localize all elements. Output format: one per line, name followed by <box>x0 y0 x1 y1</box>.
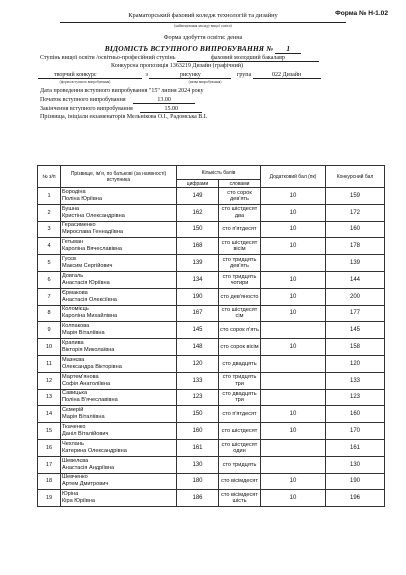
header-digits: цифрами <box>177 180 219 188</box>
score-digits: 123 <box>177 389 219 406</box>
table-row <box>38 204 385 221</box>
row-number: 15 <box>38 423 61 440</box>
extra-points: 10 <box>261 204 326 221</box>
exam-subject: рисунку <box>149 72 231 79</box>
exam-subject-caption: (назва випробування) <box>188 80 222 84</box>
applicant-name: Сємерій Марія Віталіївна <box>61 406 177 423</box>
applicant-name: Бородіна Поліна Юріївна <box>61 188 177 205</box>
end-value: 15.00 <box>140 106 202 113</box>
applicant-name: Ткаченко Даніл Віталійович <box>61 423 177 440</box>
applicant-name: Єрмакова Анастасія Олексіївна <box>61 288 177 305</box>
college-caption: (найменування закладу вищої освіти) <box>174 24 232 28</box>
applicant-name: Юріна Кіра Юріївна <box>61 490 177 507</box>
applicant-name: Мартем'янова Софія Анатоліївна <box>61 372 177 389</box>
score-digits: 149 <box>177 188 219 205</box>
score-words: сто вісімдесят шість <box>219 490 261 507</box>
row-number: 16 <box>38 439 61 456</box>
total-score: 190 <box>326 473 385 490</box>
score-words: сто тридцять дев'ять <box>219 255 261 272</box>
table-row <box>38 389 385 406</box>
score-words: сто шістдесят <box>219 423 261 440</box>
table-row <box>38 490 385 507</box>
total-score: 159 <box>326 188 385 205</box>
score-digits: 180 <box>177 473 219 490</box>
score-digits: 186 <box>177 490 219 507</box>
extra-points <box>261 439 326 456</box>
applicant-name: Бушна Кристіна Олександрівна <box>61 204 177 221</box>
header-name: Прізвище, ім'я, по батькові (за наявності) вступника <box>61 166 177 188</box>
table-row <box>38 271 385 288</box>
score-words: сто вісімдесят <box>219 473 261 490</box>
start-label: Початок вступного випробування <box>40 97 126 103</box>
table-row <box>38 423 385 440</box>
applicant-name: Чехлань Катерина Олександрівна <box>61 439 177 456</box>
score-words: сто сорок дев'ять <box>219 188 261 205</box>
total-score: 160 <box>326 406 385 423</box>
score-words: сто двадцять три <box>219 389 261 406</box>
college-underline <box>60 22 346 23</box>
row-number: 4 <box>38 238 61 255</box>
table-row <box>38 355 385 372</box>
extra-points: 10 <box>261 188 326 205</box>
extra-points <box>261 322 326 339</box>
applicant-name: Гусєв Максим Сергійович <box>61 255 177 272</box>
extra-points: 10 <box>261 271 326 288</box>
extra-points: 10 <box>261 473 326 490</box>
exam-form-caption: (форма вступного випробування) <box>59 80 111 84</box>
row-number: 5 <box>38 255 61 272</box>
score-words: сто тридцять три <box>219 372 261 389</box>
exam-line <box>38 72 321 79</box>
applicant-name: Довгаль Анастасія Юріївна <box>61 271 177 288</box>
extra-points <box>261 456 326 473</box>
table-row <box>38 372 385 389</box>
college-name: Краматорський фаховий коледж технологій та дизайну <box>128 12 278 19</box>
extra-points: 10 <box>261 406 326 423</box>
extra-points: 10 <box>261 305 326 322</box>
extra-points <box>261 355 326 372</box>
total-score: 178 <box>326 238 385 255</box>
row-number: 14 <box>38 406 61 423</box>
total-score: 200 <box>326 288 385 305</box>
total-score: 161 <box>326 439 385 456</box>
end-label: Закінчення вступного випробування <box>40 106 133 112</box>
applicant-name: Колпакова Марія Віталіївна <box>61 322 177 339</box>
score-digits: 120 <box>177 355 219 372</box>
score-digits: 145 <box>177 322 219 339</box>
table-row <box>38 255 385 272</box>
score-words: сто сорок вісім <box>219 339 261 356</box>
table-row <box>38 188 385 205</box>
score-digits: 167 <box>177 305 219 322</box>
row-number: 11 <box>38 355 61 372</box>
row-number: 12 <box>38 372 61 389</box>
extra-points: 10 <box>261 339 326 356</box>
score-words: сто шістдесят один <box>219 439 261 456</box>
score-words: сто двадцять <box>219 355 261 372</box>
total-score: 130 <box>326 456 385 473</box>
applicant-name: Крапива Вікторія Миколаївна <box>61 339 177 356</box>
row-number: 2 <box>38 204 61 221</box>
table-row <box>38 456 385 473</box>
applicant-name: Коломієць Кароліна Михайлівна <box>61 305 177 322</box>
score-words: сто тридцять <box>219 456 261 473</box>
score-digits: 148 <box>177 339 219 356</box>
row-number: 19 <box>38 490 61 507</box>
score-digits: 168 <box>177 238 219 255</box>
education-form: Форма здобуття освіти: денна <box>163 34 243 41</box>
total-score: 144 <box>326 271 385 288</box>
degree-label: Ступінь вищої освіти /освітньо-професійний ступінь <box>40 55 176 61</box>
total-score: 160 <box>326 221 385 238</box>
table-row <box>38 221 385 238</box>
total-score: 196 <box>326 490 385 507</box>
exam-date: Дата проведення вступного випробування "15" липня 2024 року <box>40 88 204 94</box>
total-score: 172 <box>326 204 385 221</box>
start-value: 13.00 <box>133 97 195 104</box>
applicant-name: Гетьман Кароліна Вячеславівна <box>61 238 177 255</box>
applicant-name: Мазнєва Олександра Вікторівна <box>61 355 177 372</box>
score-words: сто тридцять чотири <box>219 271 261 288</box>
row-number: 10 <box>38 339 61 356</box>
total-score: 170 <box>326 423 385 440</box>
score-words: сто п'ятдесят <box>219 221 261 238</box>
degree-value: фаховий молодший бакалавр <box>177 55 319 62</box>
table-row <box>38 406 385 423</box>
score-digits: 190 <box>177 288 219 305</box>
score-digits: 160 <box>177 423 219 440</box>
extra-points: 10 <box>261 238 326 255</box>
exam-form: творчий конкурс <box>38 72 142 79</box>
extra-points: 10 <box>261 423 326 440</box>
score-digits: 139 <box>177 255 219 272</box>
table-row <box>38 238 385 255</box>
score-words: сто шістдесят два <box>219 204 261 221</box>
row-number: 6 <box>38 271 61 288</box>
examiners-line: Прізвища, ініціали екзаменаторів Мельнікова О.І., Радомська В.І. <box>40 114 208 120</box>
degree-line <box>40 55 319 62</box>
table-header-row <box>38 166 385 180</box>
table-row <box>38 339 385 356</box>
header-score-group: Кількість балів <box>177 166 261 180</box>
total-score: 145 <box>326 322 385 339</box>
group-value: 022 Дизайн <box>253 72 321 79</box>
score-words: сто сорок п'ять <box>219 322 261 339</box>
table-body <box>38 188 385 507</box>
results-table <box>37 165 385 507</box>
title-number: 1 <box>275 44 301 54</box>
row-number: 18 <box>38 473 61 490</box>
start-line <box>40 97 195 104</box>
score-digits: 150 <box>177 406 219 423</box>
extra-points: 10 <box>261 221 326 238</box>
table-row <box>38 305 385 322</box>
score-digits: 150 <box>177 221 219 238</box>
score-digits: 162 <box>177 204 219 221</box>
total-score: 177 <box>326 305 385 322</box>
header-extra: Додатковий бал (пк) <box>261 166 326 188</box>
group-label: група <box>236 72 252 78</box>
table-row <box>38 322 385 339</box>
extra-points <box>261 255 326 272</box>
extra-points: 10 <box>261 490 326 507</box>
score-digits: 161 <box>177 439 219 456</box>
row-number: 7 <box>38 288 61 305</box>
header-words: словами <box>219 180 261 188</box>
score-digits: 130 <box>177 456 219 473</box>
applicant-name: Савицька Поліна В'ячеславівна <box>61 389 177 406</box>
extra-points <box>261 389 326 406</box>
row-number: 3 <box>38 221 61 238</box>
total-score: 133 <box>326 372 385 389</box>
score-digits: 133 <box>177 372 219 389</box>
end-line <box>40 106 202 113</box>
document-title <box>40 44 366 54</box>
title-text: ВІДОМІСТЬ ВСТУПНОГО ВИПРОБУВАННЯ № <box>104 44 274 53</box>
proposal-line: Конкурсна пропозиція 1363219 Дизайн (графічний) <box>111 63 244 69</box>
total-score: 123 <box>326 389 385 406</box>
total-score: 139 <box>326 255 385 272</box>
applicant-name: Герасименко Мирослава Геннадіївна <box>61 221 177 238</box>
exam-from: з <box>145 72 148 78</box>
applicant-name: Шевелєва Анастасія Андріївна <box>61 456 177 473</box>
row-number: 13 <box>38 389 61 406</box>
score-words: сто шістдесят вісім <box>219 238 261 255</box>
table-row <box>38 439 385 456</box>
row-number: 1 <box>38 188 61 205</box>
total-score: 158 <box>326 339 385 356</box>
score-words: сто п'ятдесят <box>219 406 261 423</box>
score-words: сто шістдесят сім <box>219 305 261 322</box>
row-number: 9 <box>38 322 61 339</box>
table-row <box>38 473 385 490</box>
score-words: сто дев'яносто <box>219 288 261 305</box>
row-number: 8 <box>38 305 61 322</box>
header-total: Конкурсний бал <box>326 166 385 188</box>
extra-points: 10 <box>261 288 326 305</box>
total-score: 120 <box>326 355 385 372</box>
applicant-name: Шевченко Артем Дмитрович <box>61 473 177 490</box>
table-row <box>38 288 385 305</box>
score-digits: 134 <box>177 271 219 288</box>
form-number: Форма № Н-1.02 <box>335 10 388 17</box>
header-number: № з/п <box>38 166 61 188</box>
row-number: 17 <box>38 456 61 473</box>
extra-points <box>261 372 326 389</box>
